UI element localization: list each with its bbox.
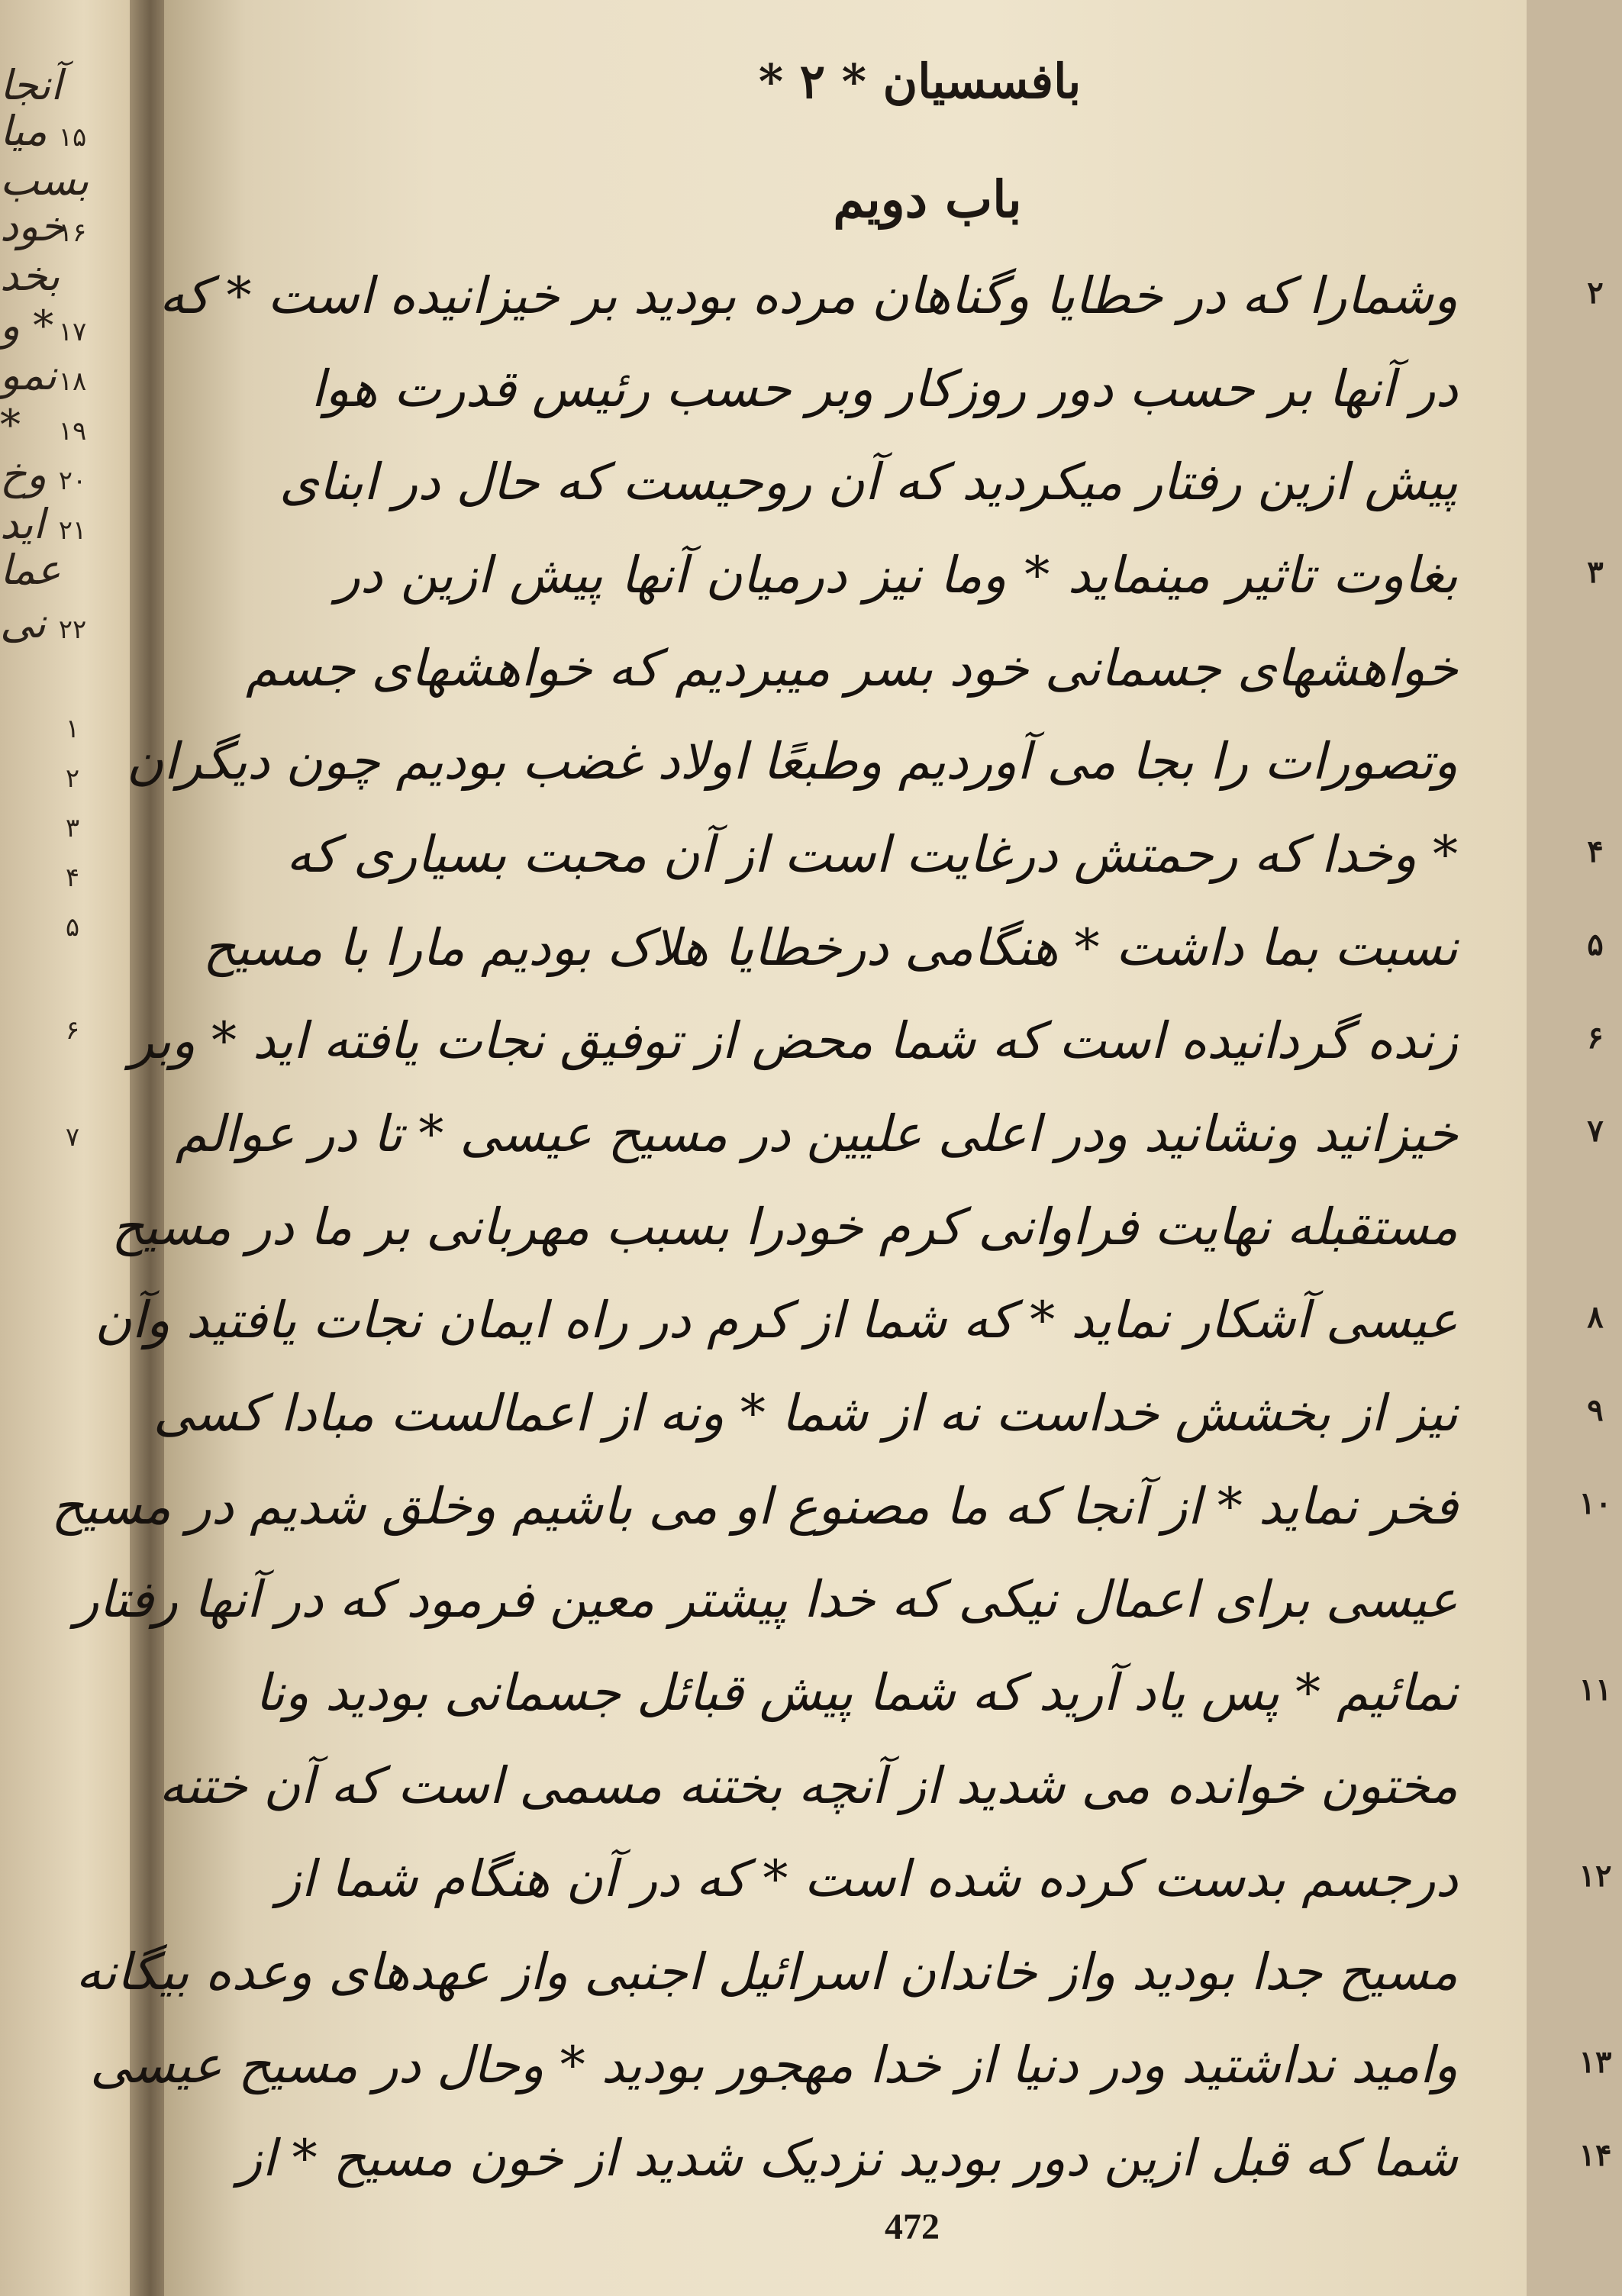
text-line: [279, 438, 1466, 527]
facing-page-verse-number: ۲۰: [58, 466, 87, 496]
text-line: [95, 1276, 1604, 1365]
text-line: [153, 1369, 1604, 1458]
facing-page-text: اید: [0, 500, 45, 548]
verse-number: ۲: [1587, 275, 1604, 311]
line-text: نسبت بما داشت * هنگامی درخطایا هلاک بودیم مارا با مسیح: [203, 918, 1458, 977]
facing-page-text: بسب: [0, 156, 89, 205]
verse-number: ۸: [1587, 1299, 1604, 1335]
verse-number: ۱۲: [1578, 1858, 1612, 1894]
facing-page-text: وخ: [0, 450, 47, 498]
text-line: [276, 1835, 1612, 1924]
line-text: نیز از بخشش خداست نه از شما * ونه از اعمالست مبادا کسی: [153, 1384, 1458, 1443]
text-line: [237, 2114, 1612, 2203]
facing-page-verse-number: ۱۷: [58, 317, 87, 347]
text-line: [159, 1742, 1466, 1830]
text-line: [175, 1090, 1604, 1179]
verse-number: ۶: [1587, 1020, 1604, 1056]
facing-page-verse-number: ۳: [65, 813, 80, 843]
line-text: در آنها بر حسب دور روزکار وبر حسب رئیس قدرت هوا: [311, 360, 1458, 418]
line-text: شما که قبل ازین دور بودید نزدیک شدید از خون مسیح * از: [237, 2129, 1458, 2188]
facing-page-text: نمو: [0, 351, 57, 399]
line-text: وشمارا که در خطایا وگناهان مرده بودید بر خیزانیده است * که: [159, 266, 1458, 325]
facing-page-verse-number: ۷: [65, 1122, 80, 1153]
verse-number: ۱۴: [1578, 2137, 1612, 2173]
facing-page-verse-number: ۱: [65, 714, 80, 744]
line-text: مختون خوانده می شدید از آنچه بختنه مسمی است که آن ختنه: [159, 1756, 1458, 1815]
line-text: عیسی برای اعمال نیکی که خدا پیشتر معین فرمود که در آنها رفتار: [74, 1570, 1458, 1629]
text-line: [311, 345, 1466, 434]
verse-number: ۴: [1587, 834, 1604, 869]
facing-page-text: عما: [0, 546, 61, 594]
line-text: مستقبله نهایت فراوانی کرم خودرا بسبب مهربانی بر ما در مسیح: [111, 1198, 1458, 1256]
chapter-title: باب دویم: [833, 169, 1022, 229]
facing-page-text: نی: [0, 599, 47, 647]
line-text: خواهشهای جسمانی خود بسر میبردیم که خواهشهای جسم: [245, 639, 1458, 698]
facing-page-verse-number: ۲۱: [58, 515, 87, 546]
verse-number: ۱۱: [1578, 1672, 1612, 1707]
text-line: [245, 624, 1466, 713]
line-text: وامید نداشتید ودر دنیا از خدا مهجور بودید * وحال در مسیح عیسی: [89, 2036, 1458, 2094]
text-line: [255, 1649, 1612, 1737]
text-line: [159, 252, 1604, 340]
facing-page-verse-number: ۲۲: [58, 614, 87, 645]
facing-page-verse-number: ۱۶: [58, 218, 87, 248]
line-text: وتصورات را بجا می آوردیم وطبعًا اولاد غضب بودیم چون دیگران: [126, 732, 1458, 791]
line-text: نمائیم * پس یاد آرید که شما پیش قبائل جسمانی بودید ونا: [255, 1663, 1458, 1722]
line-text: فخر نماید * از آنجا که ما مصنوع او می باشیم وخلق شدیم در مسیح: [51, 1477, 1458, 1536]
line-text: پیش ازین رفتار میکردید که آن روحیست که حال در ابنای: [279, 453, 1458, 511]
facing-page-verse-number: ۲: [65, 763, 80, 794]
text-line: [111, 1183, 1466, 1272]
text-line: [336, 531, 1604, 620]
verse-number: ۹: [1587, 1392, 1604, 1428]
text-line: [51, 1462, 1612, 1551]
text-line: [129, 997, 1604, 1085]
facing-page-text: میا: [0, 107, 47, 155]
verse-number: ۳: [1587, 554, 1604, 590]
facing-page-text: *: [0, 401, 21, 449]
facing-page-verse-number: ۱۸: [58, 366, 87, 397]
text-line: [126, 718, 1466, 806]
facing-page-verse-number: ۵: [65, 912, 80, 943]
facing-page-verse-number: ۶: [65, 1015, 80, 1046]
page-number: 472: [885, 2207, 940, 2247]
text-line: [89, 2021, 1612, 2110]
line-text: بغاوت تاثیر مینماید * وما نیز درمیان آنها پیش ازین در: [336, 546, 1458, 605]
running-head: بافسسیان * ۲ *: [758, 53, 1082, 109]
facing-page-verse-number: ۱۹: [58, 416, 87, 447]
facing-page-verse-number: ۱۵: [58, 122, 87, 153]
verse-number: ۷: [1587, 1113, 1604, 1149]
line-text: عیسی آشکار نماید * که شما از کرم در راه ایمان نجات یافتید وآن: [95, 1291, 1458, 1350]
facing-page-text: آنجا: [0, 61, 63, 109]
line-text: درجسم بدست کرده شده است * که در آن هنگام شما از: [276, 1849, 1458, 1908]
line-text: خیزانید ونشانید ودر اعلی علیین در مسیح عیسی * تا در عوالم: [175, 1104, 1458, 1163]
text-line: [203, 904, 1604, 992]
line-text: مسیح جدا بودید واز خاندان اسرائیل اجنبی واز عهدهای وعده بیگانه: [76, 1943, 1458, 2001]
line-text: * وخدا که رحمتش درغایت است از آن محبت بسیاری که: [286, 825, 1458, 884]
facing-page-text: بخد: [0, 252, 60, 300]
text-line: [74, 1556, 1466, 1644]
facing-page-text: خود: [0, 202, 66, 250]
line-text: زنده گردانیده است که شما محض از توفیق نجات یافته اید * وبر: [129, 1011, 1458, 1070]
text-line: [76, 1928, 1466, 2017]
facing-page-verse-number: ۴: [65, 863, 80, 893]
verse-number: ۱۰: [1578, 1485, 1612, 1521]
verse-number: ۵: [1587, 927, 1604, 963]
text-line: [286, 811, 1604, 899]
verse-number: ۱۳: [1578, 2044, 1612, 2080]
facing-page-text: * و: [0, 302, 54, 350]
